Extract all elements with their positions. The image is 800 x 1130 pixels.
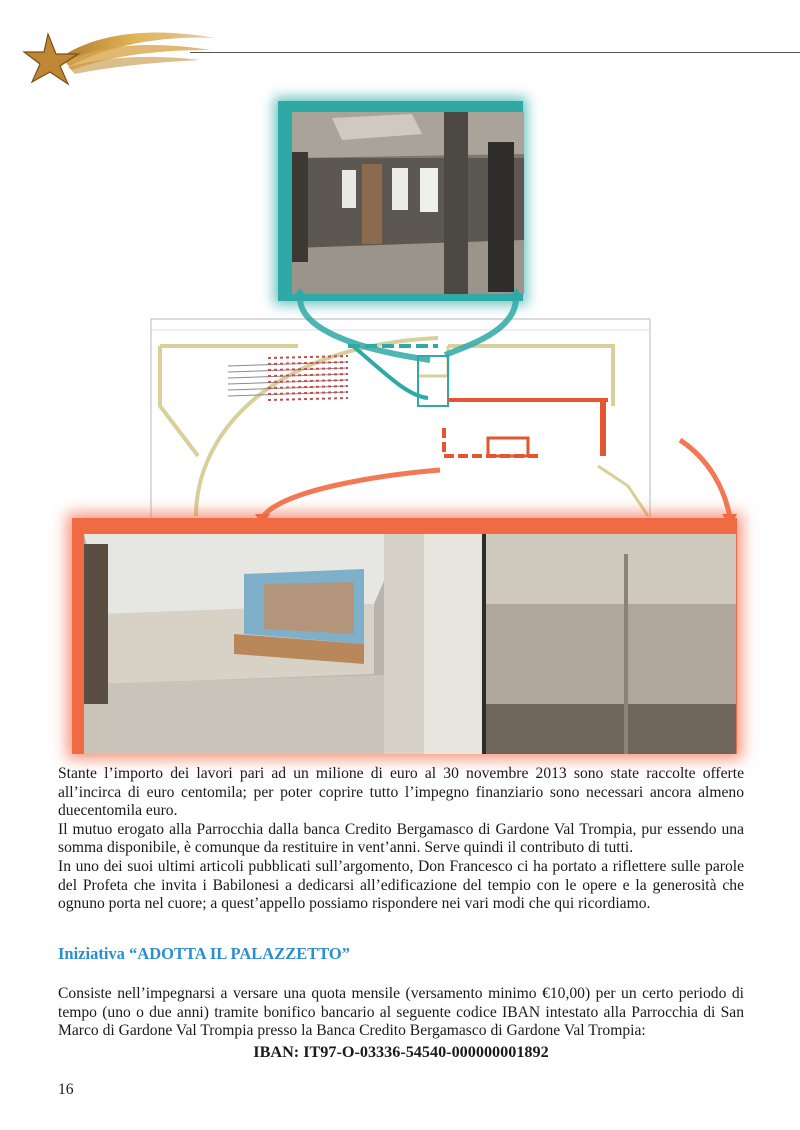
paragraph: In uno dei suoi ultimi articoli pubblicati sull’argomento, Don Francesco ci ha portato a riflettere sulle parole del Profeta che invita i Babilonesi a dedicarsi all’edificazione del tempio con le opere e la generosità che ognuno porta nel cuore; a quest’appello possiamo rispondere nei vari modi che qui ricordiamo.: [58, 857, 744, 913]
panoramic-hall-photo: [84, 534, 736, 754]
iban-code: IBAN: IT97-O-03336-54540-000000001892: [253, 1043, 549, 1061]
paragraph: Stante l’importo dei lavori pari ad un milione di euro al 30 novembre 2013 sono state raccolte offerte all’incirca di euro centomila; per poter coprire tutto l’impegno finanziario sono necessari ancora almeno duecentomila euro.: [58, 765, 744, 820]
building-floor-plan: [148, 316, 653, 526]
body-text: [58, 765, 744, 914]
shooting-star-icon: [20, 20, 220, 90]
initiative-description: Consiste nell’impegnarsi a versare una quota mensile (versamento minimo €10,00) per un certo periodo di tempo (uno o due anni) tramite bonifico bancario al seguente codice IBAN intestato alla Parrocchia di San Marco di Gardone Val Trompia presso la Banca Credito Bergamasco di Gardone Val Trompia:: [58, 985, 744, 1040]
interior-room-photo: [292, 112, 524, 294]
header-rule: [190, 52, 800, 53]
paragraph: Il mutuo erogato alla Parrocchia dalla banca Credito Bergamasco di Gardone Val Trompia, pur essendo una somma disponibile, è comunque da restituire in vent’anni. Serve quindi il contributo di tutti.: [58, 820, 744, 857]
page-number: 16: [58, 1081, 74, 1098]
section-heading: Iniziativa “ADOTTA IL PALAZZETTO”: [58, 944, 351, 963]
